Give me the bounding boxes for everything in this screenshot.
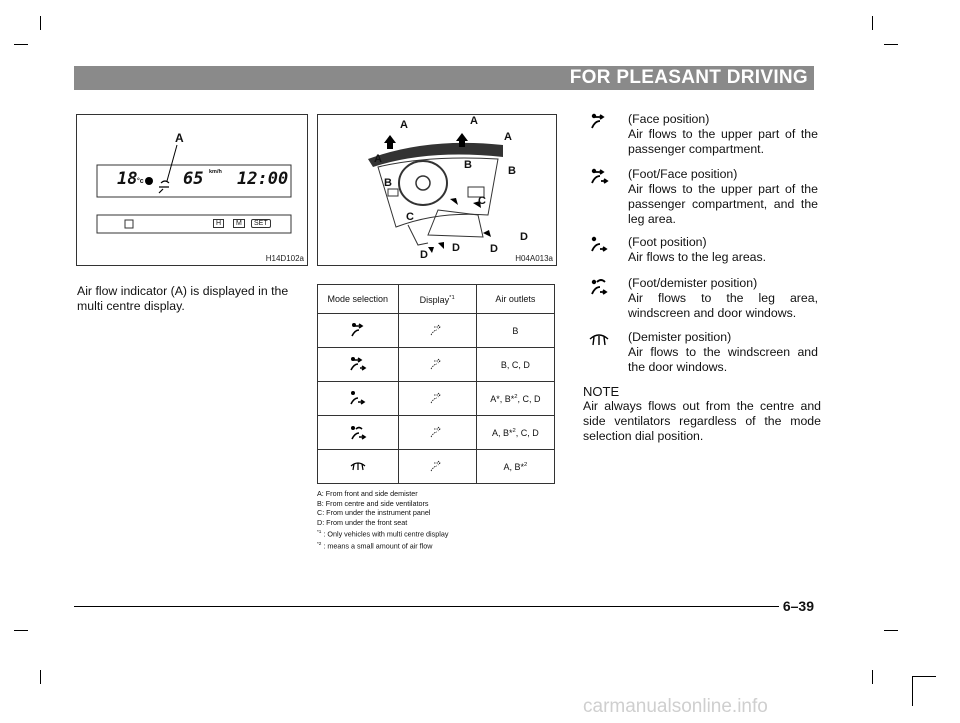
figure-caption: H14D102a xyxy=(265,254,304,263)
display-column-header: Display$^{*1}$ xyxy=(398,285,476,314)
foot-face-vent-icon xyxy=(318,348,399,382)
mode-title: (Demister position) xyxy=(628,330,732,344)
foot-demister-icon xyxy=(588,276,610,301)
demister-icon xyxy=(318,450,399,484)
mode-item-demister xyxy=(580,330,820,378)
mode-title: (Foot position) xyxy=(628,235,707,249)
speed-unit: km/h xyxy=(209,169,222,175)
table-row xyxy=(318,382,555,416)
callout-label-a: A xyxy=(374,153,382,165)
note-a: A: From front and side demister xyxy=(317,489,418,498)
section-header xyxy=(74,66,814,90)
crop-mark xyxy=(872,670,873,684)
callout-label-a: A xyxy=(470,115,478,127)
crop-mark xyxy=(912,676,936,677)
air-outlets-cell: A, B*$^2$, C, D xyxy=(476,416,554,450)
mode-title: (Face position) xyxy=(628,112,710,126)
mode-column-header: Mode selection xyxy=(318,285,399,314)
demister-icon xyxy=(588,330,610,353)
up-arrow-icon xyxy=(384,135,396,149)
mode-description: Air flows to the leg area, windscreen and door windows. xyxy=(628,291,818,320)
table-row xyxy=(318,450,555,484)
table-notes xyxy=(317,489,448,551)
h-button: H xyxy=(213,219,224,228)
foot-vent-icon xyxy=(588,235,610,258)
callout-label-b: B xyxy=(464,159,472,171)
mode-item-foot xyxy=(580,235,820,269)
mode-description: Air flows to the leg areas. xyxy=(628,250,767,264)
multi-centre-display-illustration xyxy=(77,115,307,265)
crop-mark xyxy=(912,676,913,706)
mode-title: (Foot/Face position) xyxy=(628,167,738,181)
air-flow-indicator-icon xyxy=(159,181,169,193)
table-row xyxy=(318,348,555,382)
temperature-unit: °c xyxy=(137,178,144,185)
face-vent-icon xyxy=(588,112,608,135)
set-button: SET xyxy=(251,219,271,228)
air-outlets-cell: B, C, D xyxy=(476,348,554,382)
crop-mark xyxy=(40,670,41,684)
mode-item-face xyxy=(580,112,820,162)
table-header-row xyxy=(318,285,555,314)
foot-demister-icon xyxy=(318,416,399,450)
air-flow-indicator-text: Air flow indicator (A) is displayed in the multi centre display. xyxy=(77,284,289,313)
note-d: D: From under the front seat xyxy=(317,517,408,527)
speed-readout: 65 xyxy=(183,169,204,189)
crop-mark xyxy=(884,630,898,631)
table-row xyxy=(318,416,555,450)
clock-readout: 12:00 xyxy=(237,169,289,189)
note-b: B: From centre and side ventilators xyxy=(317,498,429,508)
watermark: carmanualsonline.info xyxy=(583,696,768,717)
air-outlets-cell: A, B*$^2$ xyxy=(476,450,554,484)
display-indicator-icon xyxy=(398,416,476,450)
callout-label-b: B xyxy=(508,165,516,177)
note-text: Air always flows out from the centre and side ventilators regardless of the mode selection dial position. xyxy=(583,399,821,443)
page-number: 6–39 xyxy=(779,598,814,614)
mode-title: (Foot/demister position) xyxy=(628,276,758,290)
outlets-column-header: Air outlets xyxy=(476,285,554,314)
crop-mark xyxy=(872,16,873,30)
display-indicator-icon xyxy=(398,450,476,484)
callout-label-d: D xyxy=(520,231,528,243)
mode-description: Air flows to the windscreen and the door windows. xyxy=(628,345,818,374)
callout-label-c: C xyxy=(406,211,414,223)
footnote-2: $^{*2}$ : means a small amount of air flow xyxy=(317,541,433,551)
mode-item-foot-face xyxy=(580,167,820,229)
m-button: M xyxy=(233,219,245,228)
mode-description: Air flows to the upper part of the passenger compartment, and the leg area. xyxy=(628,182,818,226)
display-indicator-icon xyxy=(398,348,476,382)
display-indicator-icon xyxy=(398,314,476,348)
callout-label-b: B xyxy=(384,177,392,189)
callout-label-a: A xyxy=(400,119,408,131)
display-indicator-icon xyxy=(398,382,476,416)
callout-label-c: C xyxy=(478,195,486,207)
air-outlets-cell: A*, B*$^2$, C, D xyxy=(476,382,554,416)
footnote-1: $^{*1}$ : Only vehicles with multi centre display xyxy=(317,529,449,539)
figure-caption: H04A013a xyxy=(515,254,553,263)
crop-mark xyxy=(14,630,28,631)
face-vent-icon xyxy=(318,314,399,348)
table-row xyxy=(318,314,555,348)
temperature-readout: 18 xyxy=(117,169,138,189)
mode-selection-table xyxy=(317,284,555,484)
callout-label-d: D xyxy=(452,242,460,254)
callout-label-a: A xyxy=(175,131,184,145)
callout-label-d: D xyxy=(420,249,428,261)
note-block xyxy=(583,384,821,444)
foot-vent-icon xyxy=(318,382,399,416)
crop-mark xyxy=(884,44,898,45)
section-title: FOR PLEASANT DRIVING xyxy=(569,67,808,88)
callout-label-a: A xyxy=(504,131,512,143)
crop-mark xyxy=(40,16,41,30)
mode-item-foot-demister xyxy=(580,276,820,324)
callout-label-d: D xyxy=(490,243,498,255)
crop-mark xyxy=(14,44,28,45)
note-c: C: From under the instrument panel xyxy=(317,508,431,518)
foot-face-vent-icon xyxy=(588,167,610,190)
air-outlets-figure xyxy=(317,114,557,266)
air-outlets-cell: B xyxy=(476,314,554,348)
footer-rule xyxy=(74,606,814,607)
fan-icon xyxy=(145,177,153,185)
multi-centre-display-figure xyxy=(76,114,308,266)
mode-description: Air flows to the upper part of the passenger compartment. xyxy=(628,127,818,156)
note-heading: NOTE xyxy=(583,384,620,399)
